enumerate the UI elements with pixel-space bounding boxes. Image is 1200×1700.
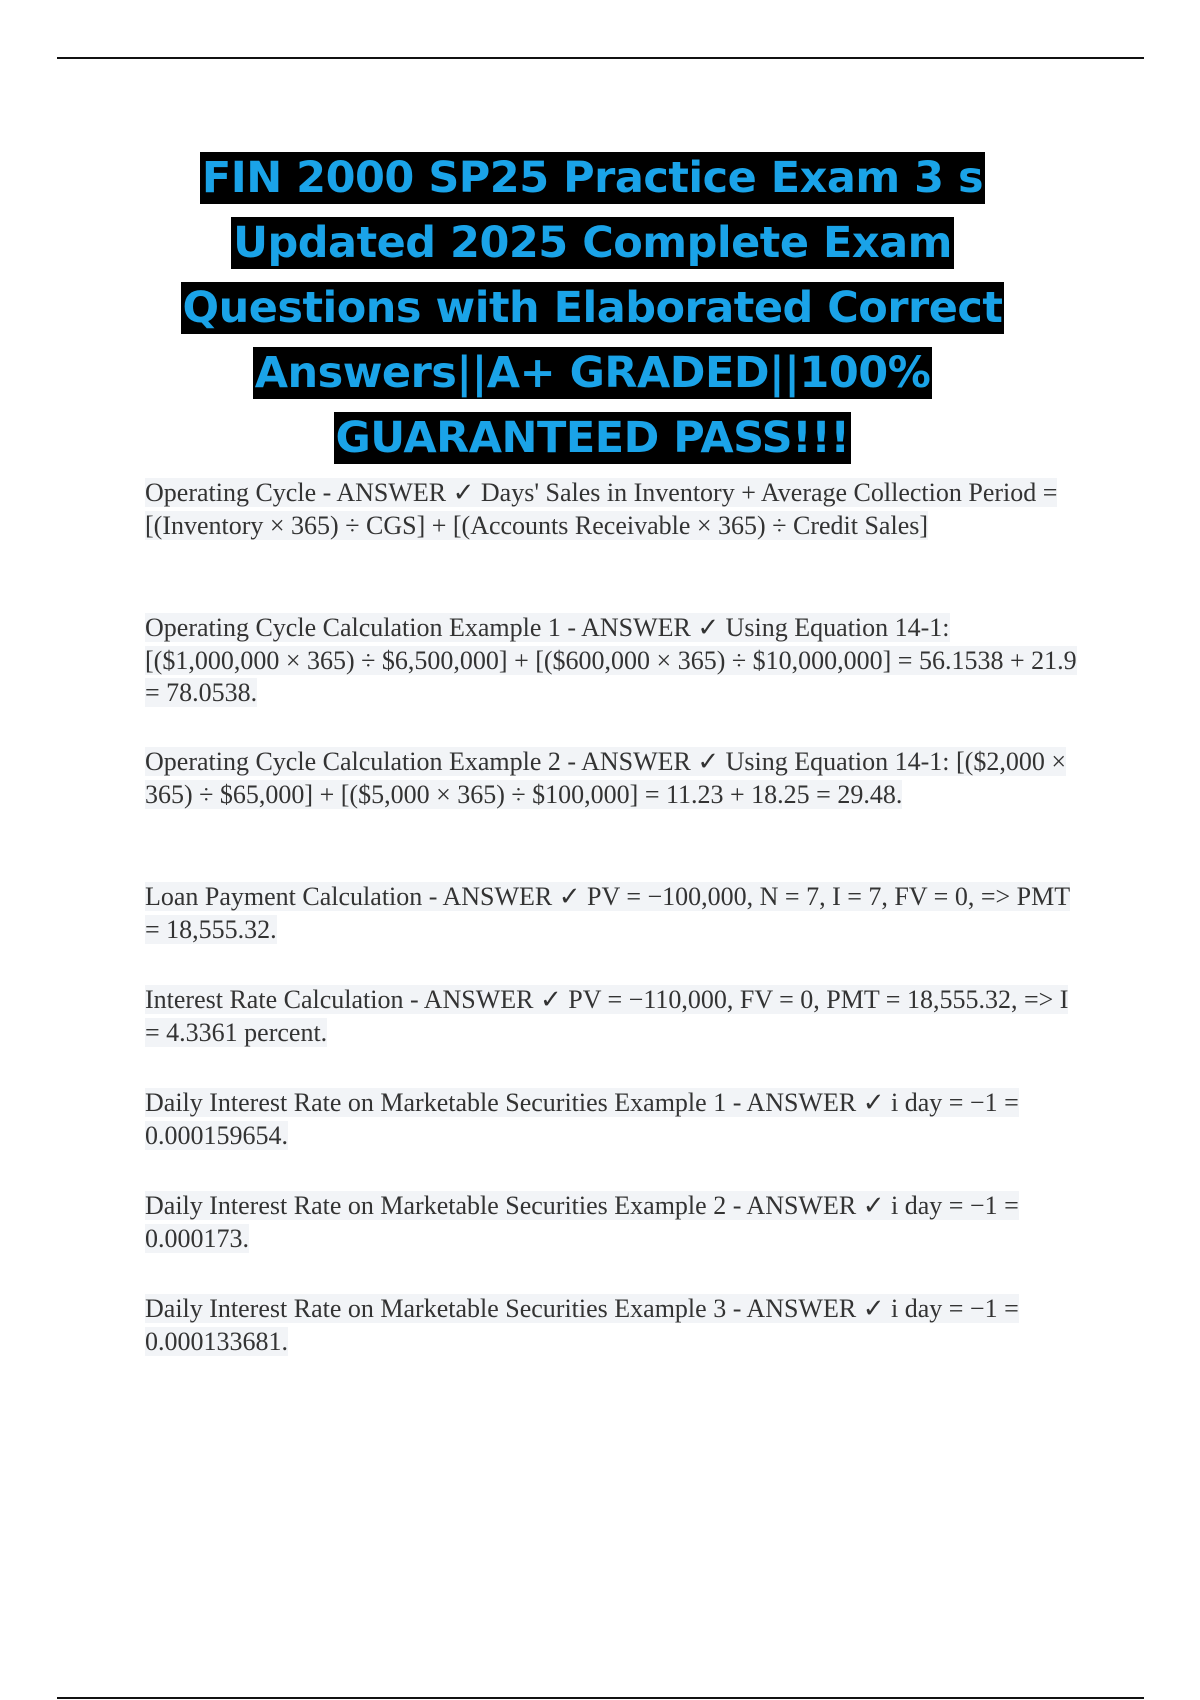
qa-entry-daily-rate-example-1: Daily Interest Rate on Marketable Securities Example 1 - ANSWER ✓ i day = −1 = 0.000159654. [145,1088,1019,1150]
qa-entry-operating-cycle-example-2: Operating Cycle Calculation Example 2 - ANSWER ✓ Using Equation 14-1: [($2,000 × 365) ÷ $65,000] + [($5,000 × 365) ÷ $100,000] = 11.23 + 18.25 = 29.48. [145,747,1067,809]
title-line: GUARANTEED PASS!!! [335,413,850,463]
qa-entry-operating-cycle: Operating Cycle - ANSWER ✓ Days' Sales in Inventory + Average Collection Period = [(Inventory × 365) ÷ CGS] + [(Accounts Receivable × 365) ÷ Credit Sales] [145,478,1058,540]
title-line: Questions with Elaborated Correct [182,283,1003,333]
title-line: FIN 2000 SP25 Practice Exam 3 s [201,153,984,203]
title-line: Answers||A+ GRADED||100% [254,348,931,398]
document-title [0,146,1185,471]
qa-entry-operating-cycle-example-1: Operating Cycle Calculation Example 1 - ANSWER ✓ Using Equation 14-1: [($1,000,000 × 365) ÷ $6,500,000] + [($600,000 × 365) ÷ $10,000,000] = 56.1538 + 21.9 = 78.0538. [145,613,1077,707]
bottom-rule [57,1697,1144,1699]
qa-entry-daily-rate-example-3: Daily Interest Rate on Marketable Securities Example 3 - ANSWER ✓ i day = −1 = 0.000133681. [145,1294,1019,1356]
top-rule [57,57,1144,59]
qa-entry-daily-rate-example-2: Daily Interest Rate on Marketable Securities Example 2 - ANSWER ✓ i day = −1 = 0.000173. [145,1191,1019,1253]
qa-entry-loan-payment: Loan Payment Calculation - ANSWER ✓ PV = −100,000, N = 7, I = 7, FV = 0, => PMT = 18,555.32. [145,882,1071,944]
title-line: Updated 2025 Complete Exam [233,218,952,268]
qa-entry-interest-rate: Interest Rate Calculation - ANSWER ✓ PV = −110,000, FV = 0, PMT = 18,555.32, => I = 4.3361 percent. [145,985,1069,1047]
